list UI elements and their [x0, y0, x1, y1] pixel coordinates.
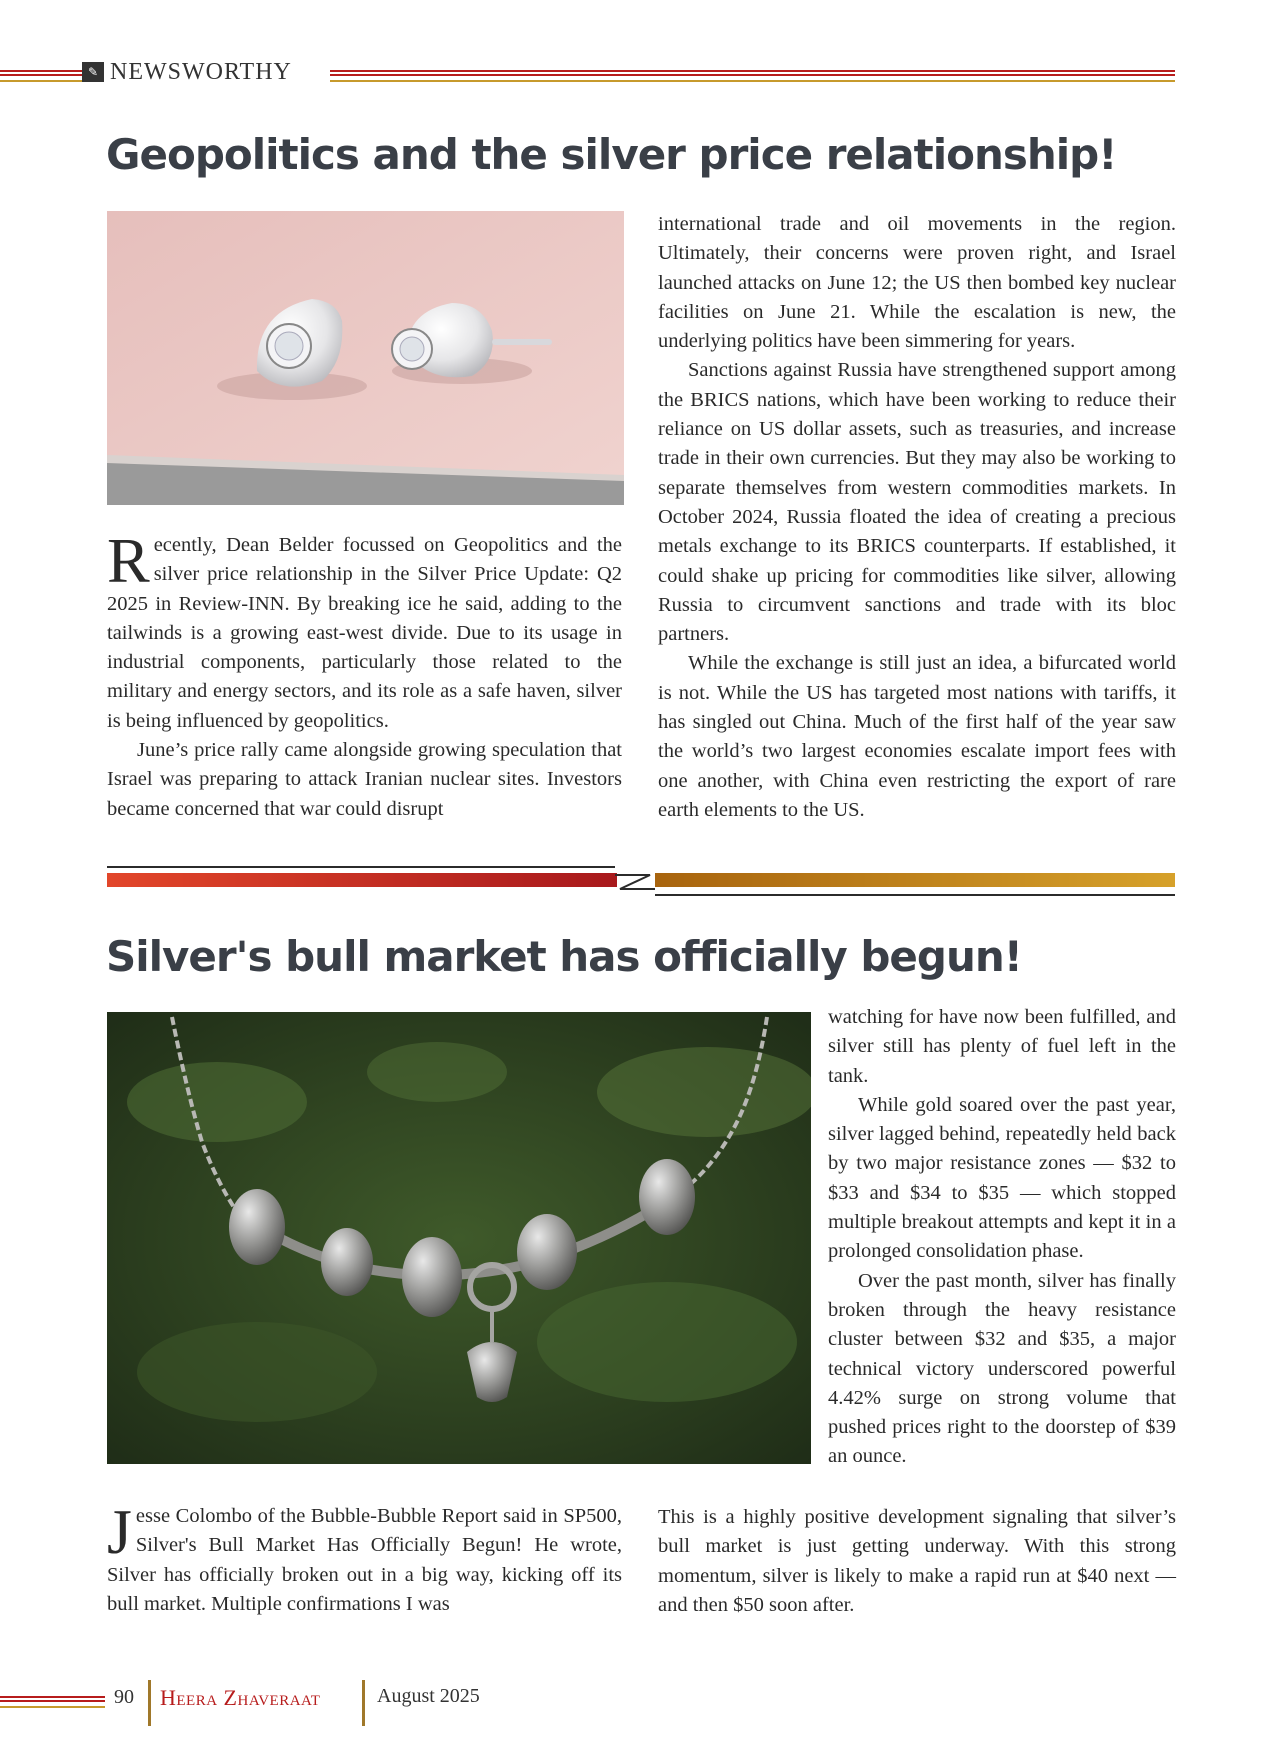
magazine-name: Heera Zhaveraat [160, 1685, 321, 1710]
footer-rule [0, 1696, 105, 1708]
footer-separator [148, 1680, 151, 1726]
page-number: 90 [114, 1686, 134, 1708]
article-1-column-right [658, 210, 1176, 825]
newsworthy-logo-icon: ✎ [82, 62, 104, 82]
paragraph: ecently, Dean Belder focussed on Geopolitics and the silver price relationship in the Silver Price Update: Q2 2025 in Review-INN. By breaking ice he said, adding to the tailwinds is a growing east-west divide. Due to its usage in industrial components, particularly those related to the military and energy sectors, and its role as a safe haven, silver is being influenced by geopolitics. [107, 534, 622, 732]
paragraph: While gold soared over the past year, silver lagged behind, repeatedly held back by two major resistance zones — $32 to $33 and $34 to $35 — which stopped multiple breakout attempts and kept it in a prolonged consolidation phase. [828, 1093, 1176, 1263]
article-2-column-left [107, 1496, 622, 1619]
paragraph: watching for have now been fulfilled, and silver still has plenty of fuel left in the tank. [828, 1006, 1176, 1087]
silver-tulip-necklace-photo [107, 1012, 811, 1464]
section-label: NEWSWORTHY [110, 59, 292, 85]
header-rule-right [330, 70, 1175, 82]
header-rule-left [0, 70, 88, 82]
paragraph: international trade and oil movements in the region. Ultimately, their concerns were proven right, and Israel launched attacks on June 12; the US then bombed key nuclear facilities on June 21. While the escalation is new, the underlying politics have been simmering for years. [658, 213, 1176, 353]
paragraph: June’s price rally came alongside growing speculation that Israel was preparing to attack Iranian nuclear sites. Investors became concerned that war could disrupt [107, 739, 622, 820]
section-divider [105, 865, 1177, 899]
paragraph: Over the past month, silver has finally broken through the heavy resistance cluster between $32 and $35, a major technical victory underscored powerful 4.42% surge on strong volume that pushed prices right to the doorstep of $39 an ounce. [828, 1269, 1176, 1468]
diamond-silver-earrings-photo [107, 211, 624, 505]
paragraph: While the exchange is still just an idea, a bifurcated world is not. While the US has targeted most nations with tariffs, it has singled out China. Much of the first half of the year saw the world’s two largest economies escalate import fees with one another, with China even restricting the export of rare earth elements to the US. [658, 652, 1176, 821]
section-header [0, 58, 1275, 88]
issue-date: August 2025 [377, 1685, 480, 1707]
article-2-title: Silver's bull market has officially begun! [106, 932, 1022, 981]
page-footer [0, 1680, 600, 1730]
paragraph: esse Colombo of the Bubble-Bubble Report said in SP500, Silver's Bull Market Has Officially Begun! He wrote, Silver has officially broken out in a big way, kicking off its bull market. Multiple confirmations I was [107, 1505, 622, 1615]
article-2-column-right-top [828, 1003, 1176, 1472]
drop-cap: R [107, 525, 150, 596]
paragraph: Sanctions against Russia have strengthened support among the BRICS nations, which have been working to reduce their reliance on US dollar assets, such as treasuries, and increase trade in their own currencies. But they may also be working to separate themselves from western commodities markets. In October 2024, Russia floated the idea of creating a precious metals exchange to its BRICS counterparts. If established, it could shake up pricing for commodities like silver, allowing Russia to circumvent sanctions and trade with its bloc partners. [658, 359, 1176, 646]
article-1-title: Geopolitics and the silver price relationship! [106, 130, 1117, 179]
footer-separator [362, 1680, 365, 1726]
article-1-column-left [107, 525, 622, 824]
paragraph: This is a highly positive development signaling that silver’s bull market is just getting underway. With this strong momentum, silver is likely to make a rapid run at $40 next — and then $50 soon after. [658, 1506, 1176, 1616]
drop-cap: J [107, 1496, 132, 1567]
article-2-column-right-bottom [658, 1503, 1176, 1620]
